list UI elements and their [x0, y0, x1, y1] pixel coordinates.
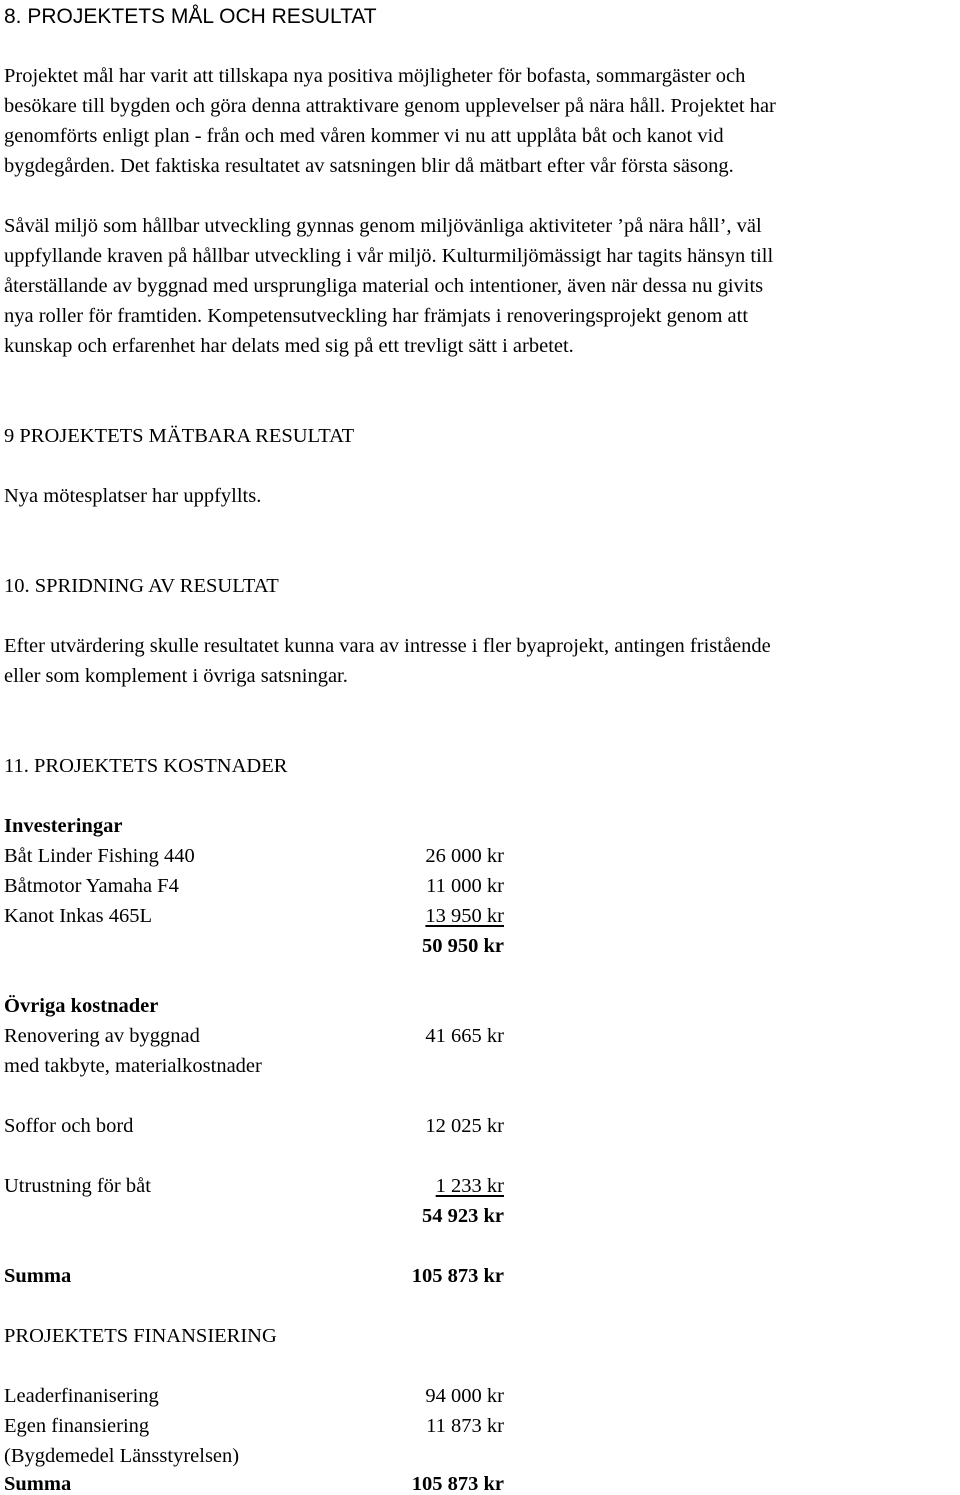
cost-item-amount: 13 950 kr — [425, 905, 504, 927]
furniture-label: Soffor och bord — [4, 1115, 134, 1137]
renovation-line2: med takbyte, materialkostnader — [4, 1055, 262, 1077]
financing-item-name: Leaderfinanisering — [4, 1385, 159, 1407]
section-8-para2-line1: Såväl miljö som hållbar utveckling gynnas genom miljövänliga aktiviteter ’på nära håll’, väl — [4, 215, 762, 237]
cost-item-name: Båt Linder Fishing 440 — [4, 845, 195, 867]
investments-label: Investeringar — [4, 815, 123, 837]
section-8-para2-line4: nya roller för framtiden. Kompetensutveckling har främjats i renoveringsprojekt genom att — [4, 305, 749, 327]
section-8-para2-line5: kunskap och erfarenhet har delats med sig på ett trevligt sätt i arbetet. — [4, 335, 574, 357]
financing-heading: PROJEKTETS FINANSIERING — [4, 1325, 277, 1347]
section-9-heading: 9 PROJEKTETS MÄTBARA RESULTAT — [4, 425, 355, 447]
financing-item-amount: 94 000 kr — [425, 1385, 504, 1407]
section-8-para1-line4: bygdegården. Det faktiska resultatet av satsningen blir då mätbart efter vår första säsong. — [4, 155, 734, 177]
costs-sum-amount: 105 873 kr — [411, 1265, 504, 1287]
equipment-amount: 1 233 kr — [435, 1175, 504, 1197]
renovation-line1: Renovering av byggnad — [4, 1025, 200, 1047]
equipment-label: Utrustning för båt — [4, 1175, 151, 1197]
other-costs-label: Övriga kostnader — [4, 995, 159, 1017]
section-8-para2-line2: uppfyllande kraven på hållbar utveckling i vår miljö. Kulturmiljömässigt har tagits hänsyn till — [4, 245, 774, 267]
section-11-heading: 11. PROJEKTETS KOSTNADER — [4, 755, 288, 777]
section-10-heading: 10. SPRIDNING AV RESULTAT — [4, 575, 279, 597]
section-10-line1: Efter utvärdering skulle resultatet kunna vara av intresse i fler byaprojekt, antingen fristående — [4, 635, 771, 657]
cost-item-amount: 26 000 kr — [425, 845, 504, 867]
section-8-para1-line1: Projektet mål har varit att tillskapa nya positiva möjligheter för bofasta, sommargäster och — [4, 65, 746, 87]
financing-note: (Bygdemedel Länsstyrelsen) — [4, 1445, 240, 1467]
cost-item-amount: 11 000 kr — [426, 875, 504, 897]
other-costs-total: 54 923 kr — [422, 1205, 504, 1227]
section-10-line2: eller som komplement i övriga satsningar. — [4, 665, 348, 687]
furniture-amount: 12 025 kr — [425, 1115, 504, 1137]
financing-item-amount: 11 873 kr — [426, 1415, 504, 1437]
section-8-para2-line3: återställande av byggnad med ursprungliga material och intentioner, även när dessa nu givits — [4, 275, 764, 297]
cost-item-name: Kanot Inkas 465L — [4, 905, 153, 927]
investments-total: 50 950 kr — [422, 935, 504, 957]
financing-sum-label: Summa — [4, 1473, 72, 1495]
section-8-para1-line2: besökare till bygden och göra denna attraktivare genom upplevelser på nära håll. Projektet har — [4, 95, 776, 117]
section-8-para1-line3: genomförts enligt plan - från och med våren kommer vi nu att upplåta båt och kanot vid — [4, 125, 724, 147]
renovation-amount: 41 665 kr — [425, 1025, 504, 1047]
costs-sum-label: Summa — [4, 1265, 72, 1287]
financing-sum-amount: 105 873 kr — [411, 1473, 504, 1495]
cost-item-name: Båtmotor Yamaha F4 — [4, 875, 179, 897]
section-9-text: Nya mötesplatser har uppfyllts. — [4, 485, 262, 507]
financing-item-name: Egen finansiering — [4, 1415, 150, 1437]
section-8-heading: 8. PROJEKTETS MÅL OCH RESULTAT — [4, 5, 377, 28]
